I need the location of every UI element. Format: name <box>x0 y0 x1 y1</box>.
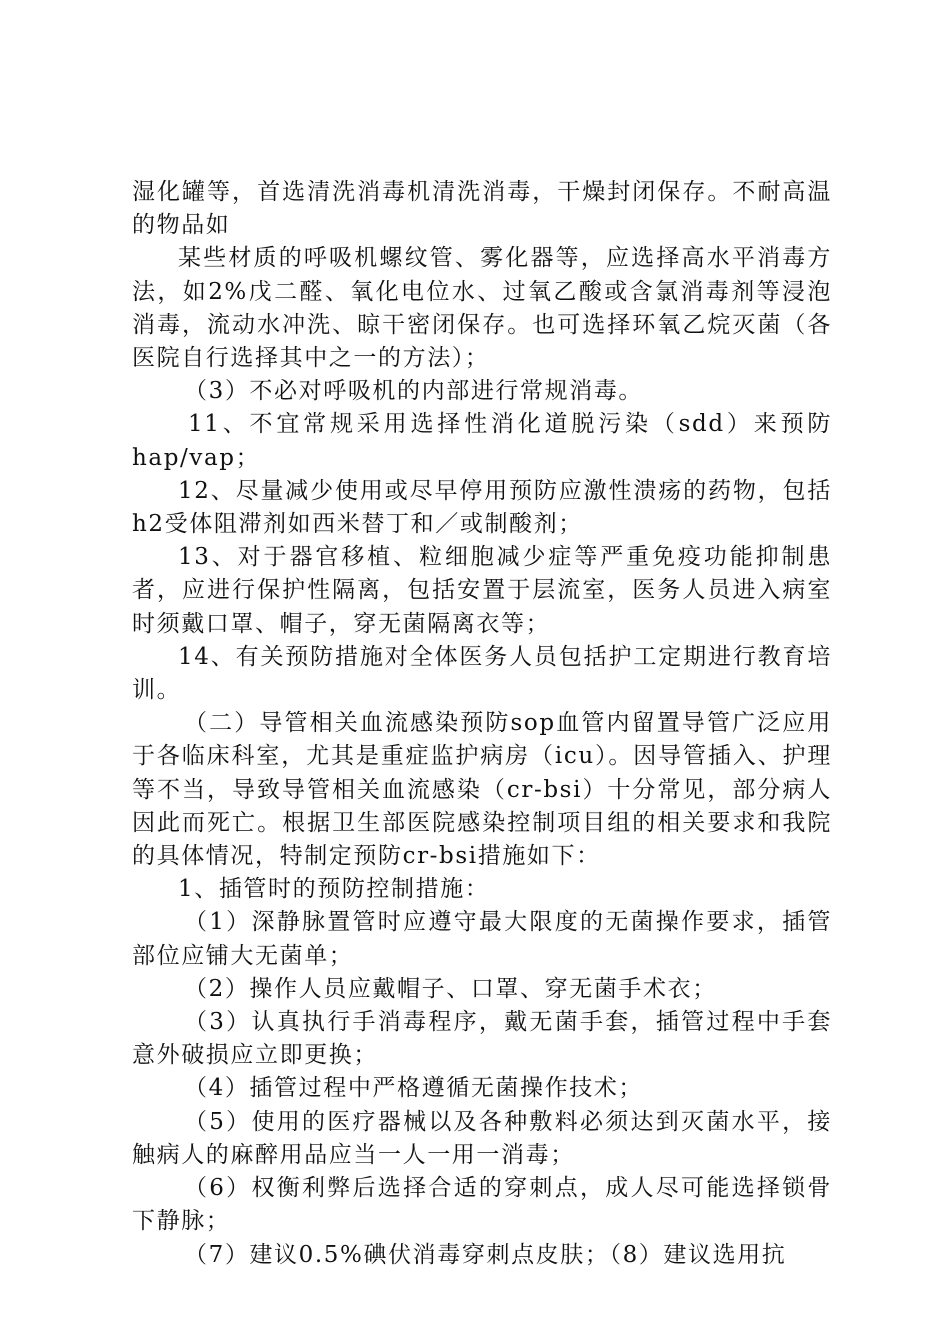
paragraph-measure-7-8: （7）建议0.5%碘伏消毒穿刺点皮肤；（8）建议选用抗 <box>184 1241 787 1268</box>
paragraph-item-12: 12、尽量减少使用或尽早停用预防应激性溃疡的药物，包括h2受体阻滞剂如西米替丁和／或制酸剂； <box>132 477 832 538</box>
paragraph-item-14: 14、有关预防措施对全体医务人员包括护工定期进行教育培训。 <box>132 643 832 704</box>
paragraph-measure-4: （4）插管过程中严格遵循无菌操作技术； <box>184 1075 644 1102</box>
paragraph-measure-1: （1）深静脉置管时应遵守最大限度的无菌操作要求，插管部位应铺大无菌单； <box>132 909 832 969</box>
paragraph-item-13: 13、对于器官移植、粒细胞减少症等严重免疫功能抑制患者，应进行保护性隔离，包括安置于层流室，医务人员进入病室时须戴口罩、帽子，穿无菌隔离衣等； <box>132 544 832 637</box>
paragraph-measure-6: （6）权衡利弊后选择合适的穿刺点，成人尽可能选择锁骨下静脉； <box>132 1175 832 1235</box>
paragraph-measure-2: （2）操作人员应戴帽子、口罩、穿无菌手术衣； <box>184 975 717 1002</box>
paragraph-disinfection-method: 某些材质的呼吸机螺纹管、雾化器等，应选择高水平消毒方法，如2%戊二醛、氧化电位水、过氧乙酸或含氯消毒剂等浸泡消毒，流动水冲洗、晾干密闭保存。也可选择环氧乙烷灭菌（各医院自行选择其中之一的方法）； <box>132 245 832 372</box>
paragraph-measure-3: （3）认真执行手消毒程序，戴无菌手套，插管过程中手套意外破损应立即更换； <box>132 1009 832 1069</box>
paragraph-humidifier: 湿化罐等，首选清洗消毒机清洗消毒，干燥封闭保存。不耐高温的物品如 <box>132 179 832 239</box>
paragraph-item-11: 11、不宜常规采用选择性消化道脱污染（sdd）来预防hap/vap； <box>132 411 832 471</box>
paragraph-section-2: （二）导管相关血流感染预防sop血管内留置导管广泛应用于各临床科室，尤其是重症监护病房（icu）。因导管插入、护理等不当，导致导管相关血流感染（cr-bsi）十分常见，部分病人因此而死亡。根据卫生部医院感染控制项目组的相关要求和我院的具体情况，特制定预防cr-bsi措施如下： <box>132 710 832 870</box>
paragraph-insertion-measures: 1、插管时的预防控制措施： <box>178 876 490 903</box>
document-body <box>132 176 832 1272</box>
paragraph-measure-5: （5）使用的医疗器械以及各种敷料必须达到灭菌水平，接触病人的麻醉用品应当一人一用一消毒； <box>132 1108 832 1168</box>
paragraph-item-3: （3）不必对呼吸机的内部进行常规消毒。 <box>184 378 644 405</box>
